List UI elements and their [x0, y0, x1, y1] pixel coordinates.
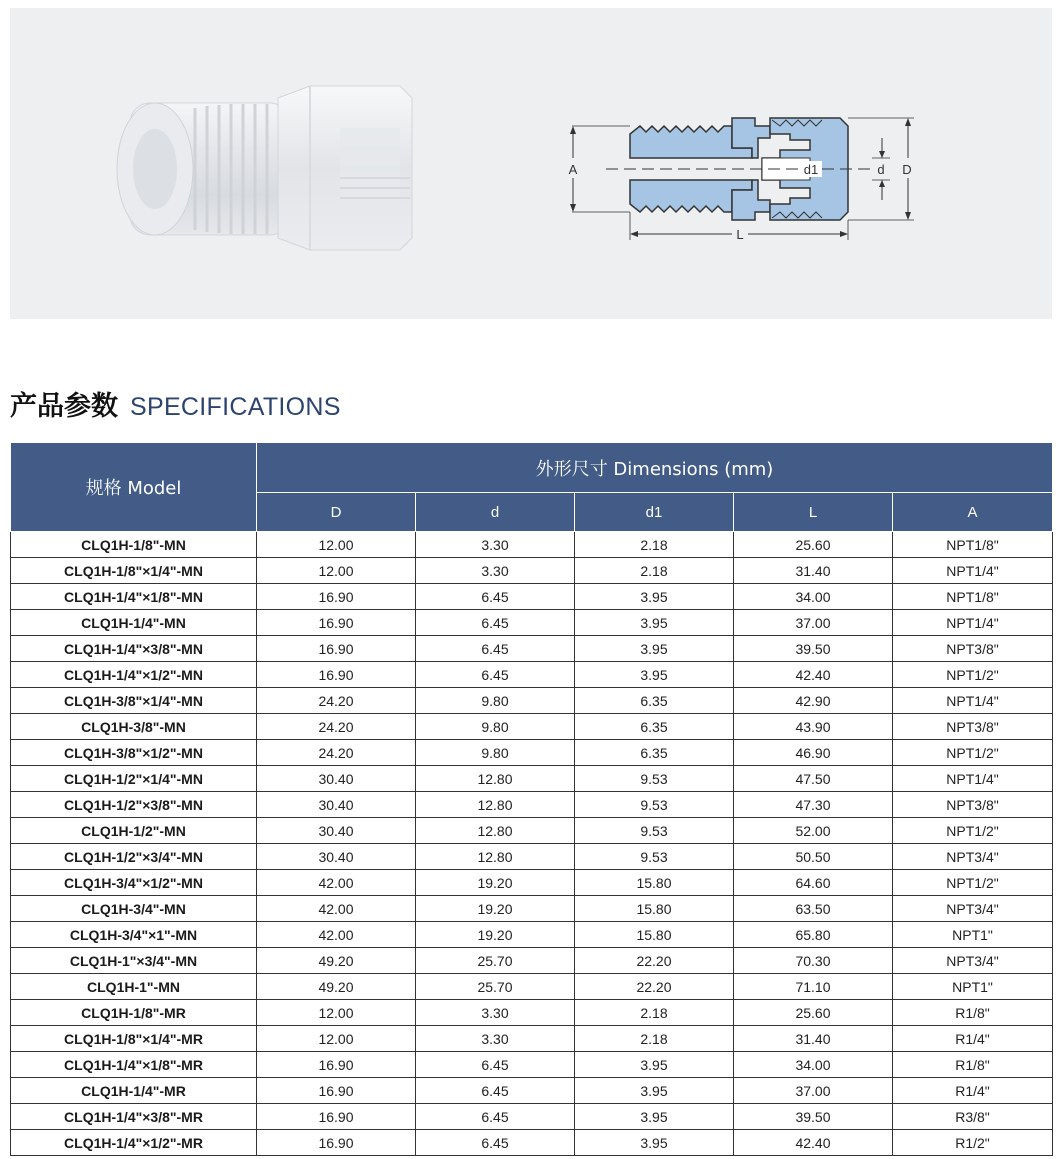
dimensions-header: 外形尺寸 Dimensions (mm): [257, 443, 1053, 493]
cell-d1: 3.95: [575, 1052, 734, 1078]
cell-L: 34.00: [734, 1052, 893, 1078]
cell-A: NPT3/4": [893, 844, 1053, 870]
cell-D: 12.00: [257, 1026, 416, 1052]
heading-cn: 产品参数: [10, 391, 118, 422]
cell-d1: 9.53: [575, 792, 734, 818]
table-row: [11, 532, 1053, 558]
cell-L: 25.60: [734, 1000, 893, 1026]
cell-d1: 15.80: [575, 870, 734, 896]
cell-d1: 3.95: [575, 584, 734, 610]
table-row: [11, 896, 1053, 922]
cell-d1: 9.53: [575, 766, 734, 792]
heading-en: SPECIFICATIONS: [130, 393, 341, 421]
cell-d1: 3.95: [575, 610, 734, 636]
cell-A: NPT3/8": [893, 636, 1053, 662]
cell-d: 19.20: [416, 870, 575, 896]
cell-d: 6.45: [416, 584, 575, 610]
table-row: [11, 1130, 1053, 1156]
cell-A: NPT1/2": [893, 870, 1053, 896]
cell-D: 16.90: [257, 584, 416, 610]
cell-d1: 2.18: [575, 1026, 734, 1052]
cell-model: CLQ1H-1/8"×1/4"-MN: [11, 558, 257, 584]
cell-d: 3.30: [416, 558, 575, 584]
column-header-A: A: [893, 493, 1053, 532]
cell-L: 71.10: [734, 974, 893, 1000]
table-row: [11, 740, 1053, 766]
cell-D: 42.00: [257, 922, 416, 948]
table-row: [11, 844, 1053, 870]
table-row: [11, 558, 1053, 584]
cell-d: 6.45: [416, 1052, 575, 1078]
table-row: [11, 792, 1053, 818]
cell-A: NPT1/4": [893, 558, 1053, 584]
table-row: [11, 662, 1053, 688]
cell-A: NPT3/8": [893, 714, 1053, 740]
table-row: [11, 688, 1053, 714]
cell-d1: 15.80: [575, 922, 734, 948]
cell-d1: 3.95: [575, 662, 734, 688]
cell-model: CLQ1H-1/2"-MN: [11, 818, 257, 844]
cell-A: NPT3/8": [893, 792, 1053, 818]
cell-L: 50.50: [734, 844, 893, 870]
table-row: [11, 948, 1053, 974]
cell-d1: 2.18: [575, 532, 734, 558]
cell-model: CLQ1H-3/8"×1/2"-MN: [11, 740, 257, 766]
cell-d1: 3.95: [575, 636, 734, 662]
cell-A: NPT1/2": [893, 740, 1053, 766]
cell-model: CLQ1H-3/8"×1/4"-MN: [11, 688, 257, 714]
cell-A: NPT3/4": [893, 948, 1053, 974]
cell-D: 24.20: [257, 688, 416, 714]
cell-D: 42.00: [257, 870, 416, 896]
cell-d: 3.30: [416, 1026, 575, 1052]
cell-model: CLQ1H-1/4"×3/8"-MN: [11, 636, 257, 662]
cell-d: 12.80: [416, 766, 575, 792]
cell-model: CLQ1H-1/4"×1/8"-MN: [11, 584, 257, 610]
cell-model: CLQ1H-3/4"×1"-MN: [11, 922, 257, 948]
dim-label-A: A: [568, 162, 578, 177]
cell-model: CLQ1H-1"×3/4"-MN: [11, 948, 257, 974]
cell-model: CLQ1H-1/4"-MN: [11, 610, 257, 636]
cell-model: CLQ1H-1/4"×1/8"-MR: [11, 1052, 257, 1078]
cell-d1: 3.95: [575, 1104, 734, 1130]
cell-D: 16.90: [257, 1104, 416, 1130]
cell-model: CLQ1H-1/8"×1/4"-MR: [11, 1026, 257, 1052]
cell-A: R1/8": [893, 1052, 1053, 1078]
cell-D: 12.00: [257, 532, 416, 558]
column-header-L: L: [734, 493, 893, 532]
cell-L: 42.90: [734, 688, 893, 714]
cell-d1: 3.95: [575, 1078, 734, 1104]
cell-L: 42.40: [734, 1130, 893, 1156]
cell-d: 9.80: [416, 714, 575, 740]
cell-L: 25.60: [734, 532, 893, 558]
cell-d1: 2.18: [575, 1000, 734, 1026]
cell-D: 42.00: [257, 896, 416, 922]
cell-model: CLQ1H-1/2"×3/8"-MN: [11, 792, 257, 818]
cell-model: CLQ1H-1/4"×1/2"-MR: [11, 1130, 257, 1156]
cell-d: 6.45: [416, 1104, 575, 1130]
cell-model: CLQ1H-3/4"×1/2"-MN: [11, 870, 257, 896]
table-row: [11, 818, 1053, 844]
cell-d: 25.70: [416, 974, 575, 1000]
table-row: [11, 974, 1053, 1000]
cell-d1: 22.20: [575, 948, 734, 974]
table-row: [11, 922, 1053, 948]
cell-L: 43.90: [734, 714, 893, 740]
product-image-panel: [10, 8, 1052, 319]
specifications-table: [10, 442, 1053, 1156]
cell-d: 9.80: [416, 740, 575, 766]
cell-A: NPT1/4": [893, 766, 1053, 792]
cell-A: NPT1/8": [893, 532, 1053, 558]
cell-model: CLQ1H-1/2"×1/4"-MN: [11, 766, 257, 792]
cell-A: NPT3/4": [893, 896, 1053, 922]
cell-A: R1/8": [893, 1000, 1053, 1026]
cell-d: 6.45: [416, 662, 575, 688]
table-row: [11, 636, 1053, 662]
cell-D: 30.40: [257, 818, 416, 844]
cell-L: 47.50: [734, 766, 893, 792]
table-body: [11, 532, 1053, 1156]
cell-d1: 6.35: [575, 714, 734, 740]
cell-D: 16.90: [257, 1052, 416, 1078]
column-header-d: d: [416, 493, 575, 532]
cell-d1: 15.80: [575, 896, 734, 922]
cell-L: 31.40: [734, 1026, 893, 1052]
section-heading: [10, 384, 341, 428]
cell-d: 12.80: [416, 792, 575, 818]
cell-D: 49.20: [257, 948, 416, 974]
cell-d: 25.70: [416, 948, 575, 974]
cell-A: NPT1/4": [893, 688, 1053, 714]
cell-d: 3.30: [416, 532, 575, 558]
cell-A: NPT1/2": [893, 662, 1053, 688]
cell-d: 6.45: [416, 1078, 575, 1104]
cell-D: 12.00: [257, 558, 416, 584]
cell-D: 16.90: [257, 610, 416, 636]
cell-A: NPT1/2": [893, 818, 1053, 844]
cell-model: CLQ1H-1/8"-MR: [11, 1000, 257, 1026]
cell-model: CLQ1H-3/4"-MN: [11, 896, 257, 922]
cell-L: 42.40: [734, 662, 893, 688]
model-header: 规格 Model: [11, 443, 257, 532]
cell-A: R1/4": [893, 1026, 1053, 1052]
cell-A: NPT1/4": [893, 610, 1053, 636]
cell-A: R1/2": [893, 1130, 1053, 1156]
dim-label-d: d: [877, 162, 885, 177]
cell-L: 34.00: [734, 584, 893, 610]
cell-L: 65.80: [734, 922, 893, 948]
dim-label-L: L: [736, 227, 744, 242]
cell-D: 12.00: [257, 1000, 416, 1026]
cell-D: 16.90: [257, 1078, 416, 1104]
dim-label-d1: d1: [803, 162, 819, 177]
cell-L: 47.30: [734, 792, 893, 818]
cell-D: 30.40: [257, 792, 416, 818]
cell-model: CLQ1H-1/2"×3/4"-MN: [11, 844, 257, 870]
cell-A: R1/4": [893, 1078, 1053, 1104]
fitting-photo: [117, 86, 412, 250]
dim-label-D: D: [902, 162, 912, 177]
cell-d1: 3.95: [575, 1130, 734, 1156]
table-row: [11, 610, 1053, 636]
table-row: [11, 584, 1053, 610]
cell-d: 12.80: [416, 844, 575, 870]
cell-D: 16.90: [257, 1130, 416, 1156]
cell-model: CLQ1H-1"-MN: [11, 974, 257, 1000]
cell-D: 16.90: [257, 636, 416, 662]
cell-D: 24.20: [257, 714, 416, 740]
cell-d1: 9.53: [575, 818, 734, 844]
cell-model: CLQ1H-3/8"-MN: [11, 714, 257, 740]
cell-model: CLQ1H-1/4"-MR: [11, 1078, 257, 1104]
cell-L: 39.50: [734, 1104, 893, 1130]
cell-d: 9.80: [416, 688, 575, 714]
column-header-d1: d1: [575, 493, 734, 532]
cell-d1: 6.35: [575, 688, 734, 714]
cell-model: CLQ1H-1/4"×1/2"-MN: [11, 662, 257, 688]
cell-d1: 6.35: [575, 740, 734, 766]
table-row: [11, 1104, 1053, 1130]
cell-L: 37.00: [734, 1078, 893, 1104]
cell-D: 49.20: [257, 974, 416, 1000]
cell-d1: 2.18: [575, 558, 734, 584]
table-row: [11, 1052, 1053, 1078]
cell-d: 6.45: [416, 636, 575, 662]
column-header-D: D: [257, 493, 416, 532]
cell-L: 52.00: [734, 818, 893, 844]
cell-L: 37.00: [734, 610, 893, 636]
cell-L: 63.50: [734, 896, 893, 922]
cell-d: 6.45: [416, 610, 575, 636]
cell-D: 30.40: [257, 844, 416, 870]
cell-L: 31.40: [734, 558, 893, 584]
cell-d: 6.45: [416, 1130, 575, 1156]
table-row: [11, 1078, 1053, 1104]
cell-d: 3.30: [416, 1000, 575, 1026]
table-row: [11, 1000, 1053, 1026]
cell-D: 16.90: [257, 662, 416, 688]
cell-A: R3/8": [893, 1104, 1053, 1130]
cell-A: NPT1": [893, 922, 1053, 948]
cell-L: 39.50: [734, 636, 893, 662]
table-row: [11, 766, 1053, 792]
cell-D: 30.40: [257, 766, 416, 792]
cell-d: 12.80: [416, 818, 575, 844]
cell-L: 64.60: [734, 870, 893, 896]
cell-A: NPT1/8": [893, 584, 1053, 610]
cell-d1: 22.20: [575, 974, 734, 1000]
product-illustration: [10, 8, 1052, 319]
table-row: [11, 1026, 1053, 1052]
table-row: [11, 714, 1053, 740]
table-row: [11, 870, 1053, 896]
cross-section-drawing: [566, 118, 914, 244]
cell-model: CLQ1H-1/8"-MN: [11, 532, 257, 558]
cell-L: 46.90: [734, 740, 893, 766]
cell-A: NPT1": [893, 974, 1053, 1000]
cell-d: 19.20: [416, 896, 575, 922]
cell-model: CLQ1H-1/4"×3/8"-MR: [11, 1104, 257, 1130]
cell-L: 70.30: [734, 948, 893, 974]
cell-d: 19.20: [416, 922, 575, 948]
cell-d1: 9.53: [575, 844, 734, 870]
cell-D: 24.20: [257, 740, 416, 766]
